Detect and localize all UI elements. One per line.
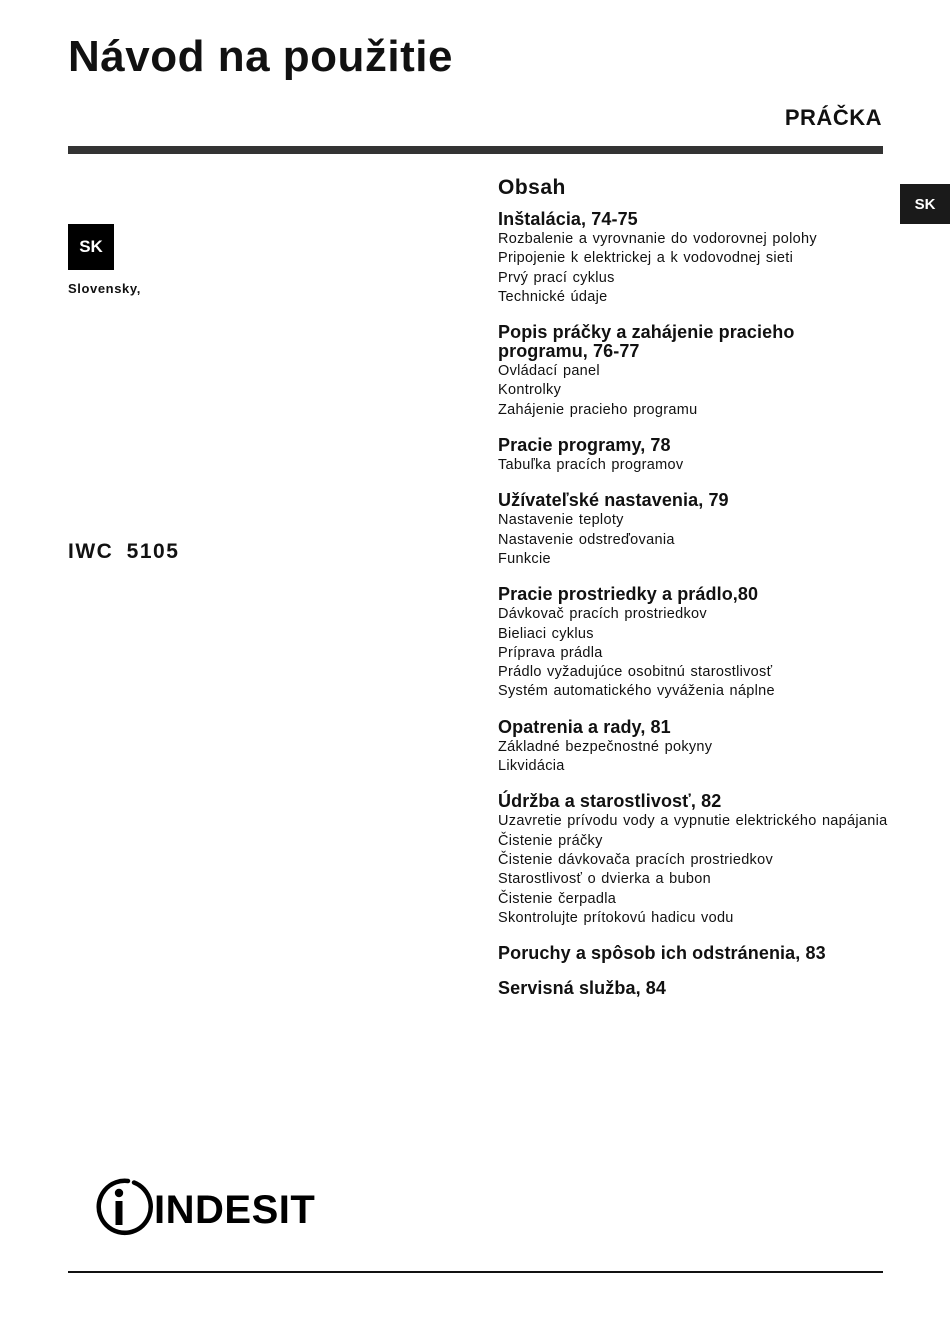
indesit-logo <box>88 1176 328 1238</box>
toc-item: Tabuľka pracích programov <box>498 457 684 474</box>
toc-section-title: Servisná služba, 84 <box>498 978 666 999</box>
toc-item: Likvidácia <box>498 758 565 775</box>
toc-section <box>498 585 888 701</box>
toc-item: Nastavenie odstreďovania <box>498 531 675 548</box>
toc-section <box>498 436 888 475</box>
toc-section-title: Inštalácia, 74-75 <box>498 209 638 229</box>
toc-section-title: Užívateľské nastavenia, 79 <box>498 490 729 511</box>
product-label: PRÁČKA <box>784 105 882 130</box>
toc-item: Základné bezpečnostné pokyny <box>498 738 713 755</box>
toc-section-items <box>498 511 888 569</box>
toc-section <box>498 491 888 569</box>
toc-section-items <box>498 456 888 475</box>
toc-section <box>498 792 888 928</box>
toc-item: Kontrolky <box>498 382 562 399</box>
toc-item: Čistenie práčky <box>498 832 603 849</box>
toc-section <box>498 718 888 777</box>
language-side-tab: SK <box>900 184 950 224</box>
toc-section-title: Pracie prostriedky a prádlo,80 <box>498 584 759 605</box>
toc-item: Rozbalenie a vyrovnanie do vodorovnej polohy <box>498 231 817 247</box>
language-code-badge: SK <box>68 224 114 270</box>
toc-section-items <box>498 605 888 701</box>
toc-section <box>498 979 888 998</box>
toc-section-title: Pracie programy, 78 <box>498 435 671 456</box>
toc-item: Nastavenie teploty <box>498 512 624 529</box>
toc-item: Dávkovač pracích prostriedkov <box>498 606 707 623</box>
toc-section-items <box>498 230 888 307</box>
toc-item: Technické údaje <box>498 288 608 305</box>
bottom-divider <box>68 1271 883 1273</box>
toc-section-title: Popis práčky a zahájenie pracieho programu, 76-77 <box>498 322 795 362</box>
toc-item: Starostlivosť o dvierka a bubon <box>498 871 711 888</box>
language-name: Slovensky, <box>68 281 141 296</box>
toc-section-title: Opatrenia a rady, 81 <box>498 716 671 737</box>
table-of-contents <box>498 176 888 1014</box>
toc-item: Bieliaci cyklus <box>498 625 594 642</box>
toc-item: Uzavretie prívodu vody a vypnutie elektrického napájania <box>498 813 888 830</box>
toc-section <box>498 944 888 963</box>
toc-item: Systém automatického vyváženia náplne <box>498 683 775 700</box>
top-divider <box>68 146 883 154</box>
toc-section-items <box>498 812 888 928</box>
toc-item: Skontrolujte prítokovú hadicu vodu <box>498 909 734 926</box>
toc-section-title: Údržba a starostlivosť, 82 <box>498 791 722 812</box>
toc-item: Pripojenie k elektrickej a k vodovodnej sieti <box>498 250 794 267</box>
model-number: IWC 5105 <box>68 540 180 563</box>
toc-section <box>498 210 888 307</box>
toc-item: Ovládací panel <box>498 363 600 380</box>
toc-item: Funkcie <box>498 550 551 567</box>
toc-section-items <box>498 362 888 420</box>
toc-section <box>498 323 888 420</box>
toc-heading: Obsah <box>498 176 566 199</box>
toc-section-title: Poruchy a spôsob ich odstránenia, 83 <box>498 943 826 964</box>
logo-wordmark: INDESIT <box>154 1188 316 1232</box>
toc-item: Príprava prádla <box>498 644 603 661</box>
toc-item: Čistenie dávkovača pracích prostriedkov <box>498 851 774 868</box>
toc-item: Prádlo vyžadujúce osobitnú starostlivosť <box>498 664 773 681</box>
indesit-logo-icon <box>99 1181 151 1233</box>
page-title: Návod na použitie <box>68 32 453 81</box>
toc-item: Čistenie čerpadla <box>498 890 617 907</box>
toc-sections <box>498 210 888 998</box>
toc-section-items <box>498 738 888 777</box>
toc-item: Zahájenie pracieho programu <box>498 401 698 418</box>
toc-item: Prvý prací cyklus <box>498 269 615 286</box>
